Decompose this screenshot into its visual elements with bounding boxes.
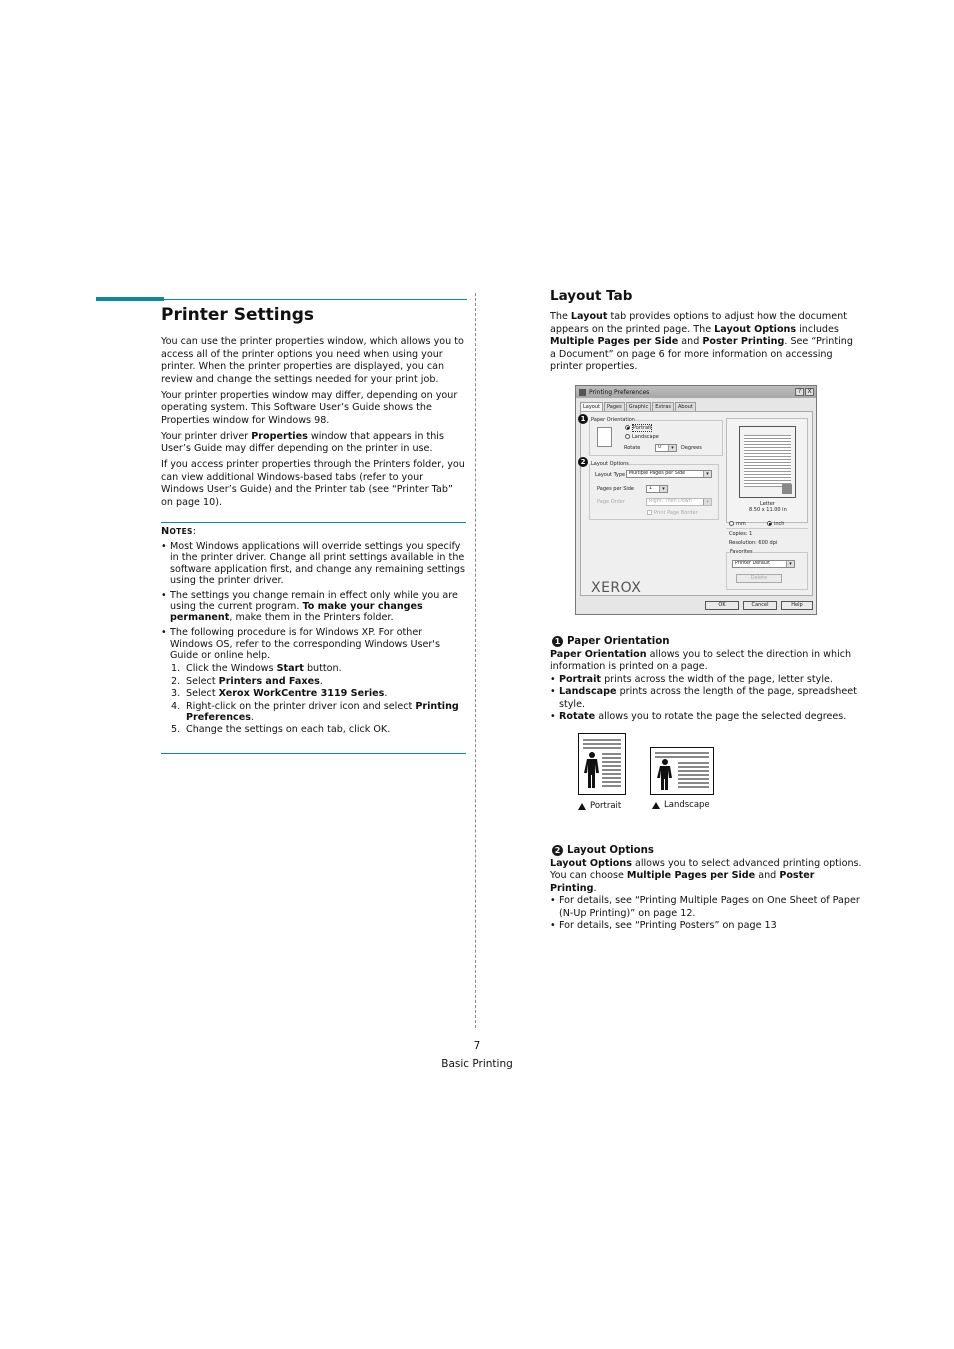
- step-item: 1. Click the Windows Start button.: [171, 663, 342, 675]
- tab-about[interactable]: About: [675, 402, 696, 411]
- pages-per-side-label: Pages per Side: [597, 486, 635, 492]
- dialog-titlebar: [576, 386, 816, 398]
- callout-number-1: 1: [552, 636, 563, 647]
- landscape-caption: Landscape: [652, 800, 710, 810]
- layout-intro: The Layout tab provides options to adjust how the document appears on the printed page. The Layout Options includes Multiple Pages per Side and Poster Printing. See “Printing a Document” on page 6 for more information on accessing printer properties.: [550, 311, 853, 373]
- portrait-caption: Portrait: [578, 801, 621, 811]
- unit-mm-radio[interactable]: mm: [729, 521, 746, 527]
- landscape-bullet: • Landscape prints across the length of the page, spreadsheet style.: [550, 686, 860, 711]
- portrait-bullet: • Portrait prints across the width of the page, letter style.: [550, 674, 860, 686]
- callout-badge-1: 1: [578, 414, 588, 424]
- resolution-info: Resolution: 600 dpi: [729, 540, 778, 546]
- paragraph-2: Your printer properties window may differ, depending on your operating system. This Software User’s Guide shows the Properties window for Windows 98.: [161, 389, 458, 426]
- rotate-bullet: • Rotate allows you to rotate the page the selected degrees.: [550, 711, 860, 723]
- callout-badge-2: 2: [578, 457, 588, 467]
- dialog-tabs: [580, 402, 697, 411]
- triangle-icon: [578, 803, 586, 810]
- layout-panel: [580, 411, 813, 596]
- note-item: • The following procedure is for Windows XP. For other Windows OS, refer to the corresponding Windows User's Guide or online help.: [161, 627, 466, 661]
- section-marker-bar: [96, 297, 164, 301]
- preview-image-block: [782, 484, 792, 494]
- footer-section-name: Basic Printing: [441, 1058, 513, 1070]
- portrait-illustration: [578, 733, 626, 795]
- page-title: Printer Settings: [161, 305, 314, 325]
- notes-bottom-rule: [161, 753, 466, 754]
- triangle-icon: [652, 802, 660, 809]
- posters-bullet: • For details, see “Printing Posters” on page 13: [550, 920, 862, 932]
- step-item: 5. Change the settings on each tab, click OK.: [171, 724, 391, 736]
- layout-type-label: Layout Type: [595, 472, 626, 478]
- close-icon[interactable]: X: [805, 388, 814, 396]
- favorites-label: Favorites: [730, 549, 753, 555]
- ok-button[interactable]: OK: [705, 601, 739, 610]
- paper-size: 8.50 x 11.00 in: [749, 507, 787, 513]
- note-item: • Most Windows applications will override settings you specify in the printer driver. Change all print settings available in the software application first, and change any remaining settings using the printer driver.: [161, 541, 466, 586]
- portrait-radio[interactable]: Portrait: [625, 425, 652, 431]
- layout-options-text: [550, 858, 862, 932]
- orientation-group-label: Paper Orientation: [591, 417, 635, 423]
- layout-options-desc: Layout Options allows you to select advanced printing options. You can choose Multiple Pages per Side and Poster Printing.: [550, 858, 862, 894]
- pages-per-side-select[interactable]: 1 ▾: [646, 485, 668, 493]
- help-icon[interactable]: ?: [795, 388, 804, 396]
- favorites-group: [726, 552, 808, 590]
- orientation-page-icon: [597, 427, 612, 447]
- page-number: 7: [473, 1040, 481, 1052]
- callout-number-2: 2: [552, 845, 563, 856]
- dialog-title: Printing Preferences: [589, 388, 650, 396]
- print-page-border-checkbox[interactable]: Print Page Border: [647, 510, 698, 516]
- degrees-label: Degrees: [681, 445, 702, 451]
- section-title: Layout Tab: [550, 288, 633, 304]
- paragraph-1: You can use the printer properties window, which allows you to access all of the printer options you need when using your printer. When the printer properties are displayed, you can review and change the settings needed for your print job.: [161, 336, 464, 385]
- column-divider: [475, 293, 476, 1028]
- note-item: • The settings you change remain in effect only while you are using the current program. To make your changes permanent, make them in the Printers folder.: [161, 590, 466, 624]
- paper-orientation-heading: 1 Paper Orientation: [552, 636, 670, 647]
- tab-pages[interactable]: Pages: [604, 402, 625, 411]
- step-item: 3. Select Xerox WorkCentre 3119 Series.: [171, 688, 388, 700]
- unit-inch-radio[interactable]: inch: [767, 521, 784, 527]
- delete-button[interactable]: Delete: [736, 574, 782, 583]
- paper-name: Letter: [760, 501, 775, 507]
- cancel-button[interactable]: Cancel: [743, 601, 777, 610]
- paper-orientation-text: [550, 649, 860, 723]
- notes-heading: NOTES:: [161, 526, 197, 537]
- paper-orientation-desc: Paper Orientation allows you to select the direction in which information is printed on a page.: [550, 649, 852, 673]
- info-divider: [726, 528, 808, 529]
- layout-type-select[interactable]: Multiple Pages per Side ▾: [626, 470, 712, 478]
- notes-list: [161, 541, 466, 737]
- xerox-logo: XEROX: [591, 580, 642, 596]
- tab-graphic[interactable]: Graphic: [626, 402, 651, 411]
- layout-options-label: Layout Options: [591, 461, 629, 467]
- tab-extras[interactable]: Extras: [652, 402, 674, 411]
- copies-info: Copies: 1: [729, 531, 753, 537]
- intro-text: [161, 336, 466, 512]
- landscape-radio[interactable]: Landscape: [625, 434, 659, 440]
- page-order-select[interactable]: Right, Then Down ▾: [646, 498, 712, 506]
- paragraph-4: If you access printer properties through the Printers folder, you can view additional Windows-based tabs (refer to your Windows User’s Guide) and the Printer tab (see “Printer Tab” on page 10).: [161, 458, 465, 508]
- section-header-rule: [164, 299, 467, 300]
- rotate-select[interactable]: 0 ▾: [655, 444, 677, 452]
- procedure-steps: [161, 663, 466, 737]
- favorites-select[interactable]: Printer Default ▾: [732, 560, 795, 568]
- step-item: 2. Select Printers and Faxes.: [171, 675, 323, 687]
- layout-options-heading: 2 Layout Options: [552, 845, 654, 856]
- notes-top-rule: [161, 522, 466, 523]
- step-item: 4. Right-click on the printer driver icon and select Printing Preferences.: [171, 700, 459, 724]
- page-order-label: Page Order: [597, 499, 625, 505]
- landscape-illustration: [650, 747, 714, 795]
- help-button[interactable]: Help: [781, 601, 813, 610]
- rotate-label: Rotate: [624, 445, 641, 451]
- printing-preferences-dialog: [575, 385, 817, 615]
- paragraph-3: Your printer driver Properties window that appears in this User’s Guide may differ depending on the printer in use.: [161, 430, 444, 455]
- printer-icon: [579, 389, 586, 396]
- tab-layout[interactable]: Layout: [580, 402, 603, 411]
- n-up-bullet: • For details, see “Printing Multiple Pages on One Sheet of Paper (N-Up Printing)” on page 12.: [550, 895, 862, 920]
